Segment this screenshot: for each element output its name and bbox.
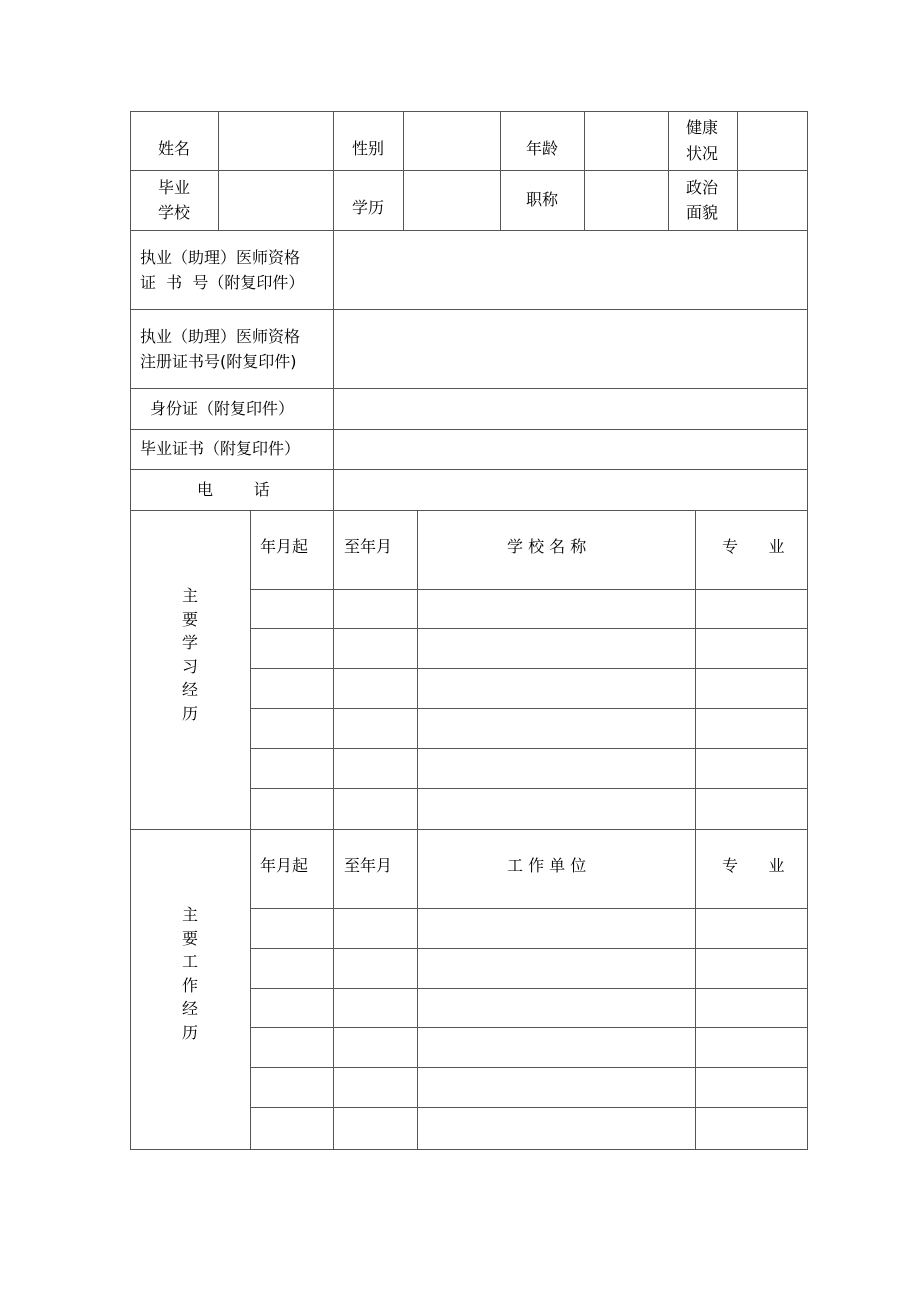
work-col-end: 至年月 (344, 856, 393, 875)
work-col-start: 年月起 (260, 856, 309, 875)
label-age: 年龄 (526, 139, 559, 158)
label-title: 职称 (526, 190, 559, 209)
work-entry-rows[interactable] (251, 909, 807, 1149)
study-col-major: 专 业 (722, 537, 785, 556)
label-registration-cert-line2: 注册证书号(附复印件) (140, 352, 297, 371)
field-phone[interactable] (334, 470, 807, 510)
label-qualification-cert-line2: 证 书 号（附复印件） (140, 273, 305, 292)
label-registration-cert-line1: 执业（助理）医师资格 (140, 327, 301, 346)
label-health-line1: 健康 (686, 118, 719, 137)
study-col-end: 至年月 (344, 537, 393, 556)
work-col-employer: 工 作 单 位 (507, 856, 587, 875)
work-section-title: 主 要 工 作 经 历 (181, 905, 198, 1042)
label-name: 姓名 (158, 139, 191, 158)
label-politics-line2: 面貌 (686, 203, 719, 222)
field-diploma[interactable] (334, 430, 807, 469)
work-col-major: 专 业 (722, 856, 785, 875)
field-age[interactable] (585, 112, 668, 170)
label-gender: 性别 (352, 139, 385, 158)
study-section-title: 主 要 学 习 经 历 (181, 586, 198, 723)
field-id-card[interactable] (334, 389, 807, 429)
study-col-start: 年月起 (260, 537, 309, 556)
label-id-card: 身份证（附复印件） (150, 399, 295, 418)
study-entry-rows[interactable] (251, 590, 807, 829)
field-name[interactable] (219, 112, 333, 170)
label-politics-line1: 政治 (686, 178, 719, 197)
label-phone: 电 话 (197, 480, 270, 499)
field-qualification-cert[interactable] (334, 231, 807, 309)
field-title[interactable] (585, 171, 668, 230)
label-health-line2: 状况 (686, 144, 719, 163)
field-education[interactable] (404, 171, 500, 230)
field-registration-cert[interactable] (334, 310, 807, 388)
field-politics[interactable] (738, 171, 807, 230)
study-col-school: 学 校 名 称 (507, 537, 587, 556)
label-school-line2: 学校 (158, 203, 191, 222)
label-school-line1: 毕业 (158, 178, 191, 197)
field-gender[interactable] (404, 112, 500, 170)
field-school[interactable] (219, 171, 333, 230)
label-qualification-cert-line1: 执业（助理）医师资格 (140, 248, 301, 267)
label-education: 学历 (352, 198, 385, 217)
field-health[interactable] (738, 112, 807, 170)
label-diploma: 毕业证书（附复印件） (140, 439, 301, 458)
